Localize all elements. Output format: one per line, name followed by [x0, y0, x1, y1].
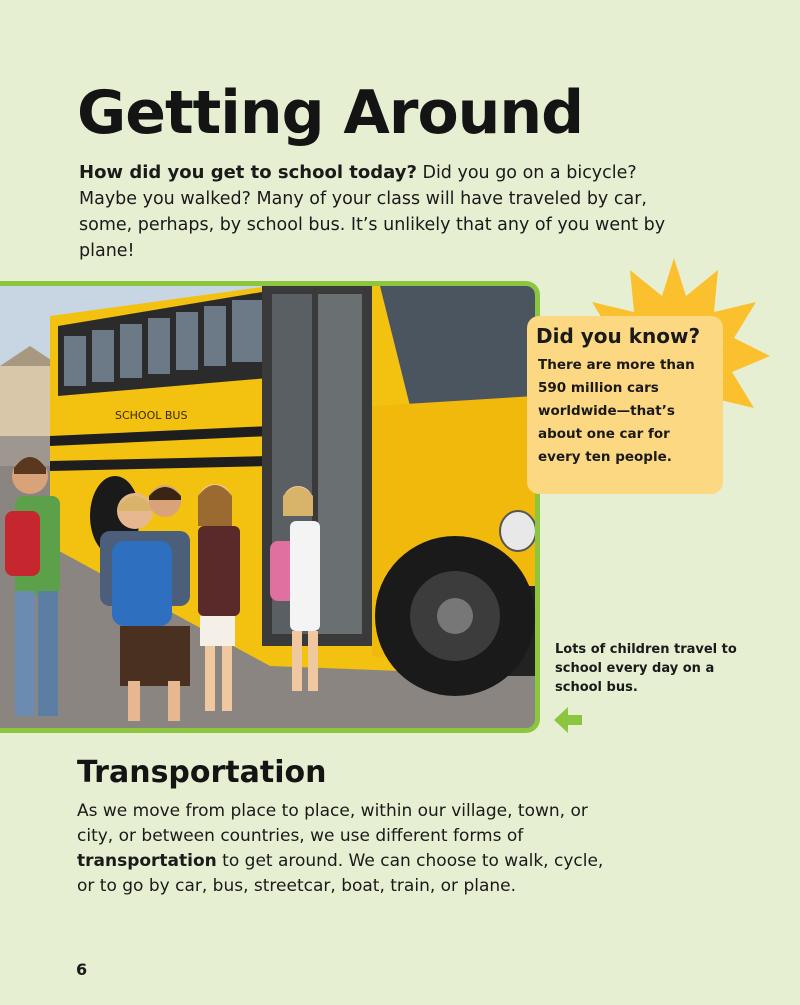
- bus-label: SCHOOL BUS: [115, 409, 188, 422]
- school-bus-photo: [0, 281, 540, 733]
- arrow-left-icon: [554, 705, 584, 735]
- did-you-know-text: There are more than 590 million cars worldwide—that’s about one car for every ten people.: [538, 357, 695, 465]
- did-you-know-title: Did you know?: [536, 324, 701, 348]
- page-number: 6: [76, 960, 88, 979]
- page-title: Getting Around: [77, 78, 584, 148]
- glossary-term: transportation: [77, 851, 217, 871]
- photo-caption: Lots of children travel to school every day on a school bus.: [555, 642, 737, 695]
- did-you-know-callout: [527, 316, 723, 494]
- section-heading: Transportation: [77, 755, 327, 790]
- section-text-before: As we move from place to place, within our village, town, or city, or between countries, we use different forms of: [77, 801, 588, 846]
- intro-text: Did you go on a bicycle? Maybe you walked? Many of your class will have traveled by car, some, perhaps, by school bus. It’s unlikely that any of you went by plane!: [79, 163, 666, 261]
- section-text-after: to get around. We can choose to walk, cycle, or to go by car, bus, streetcar, boat, train, or plane.: [77, 851, 604, 896]
- school-bus-illustration: [0, 286, 535, 728]
- section-paragraph: [77, 799, 617, 899]
- intro-lead: How did you get to school today?: [79, 162, 417, 183]
- intro-paragraph: [79, 160, 679, 264]
